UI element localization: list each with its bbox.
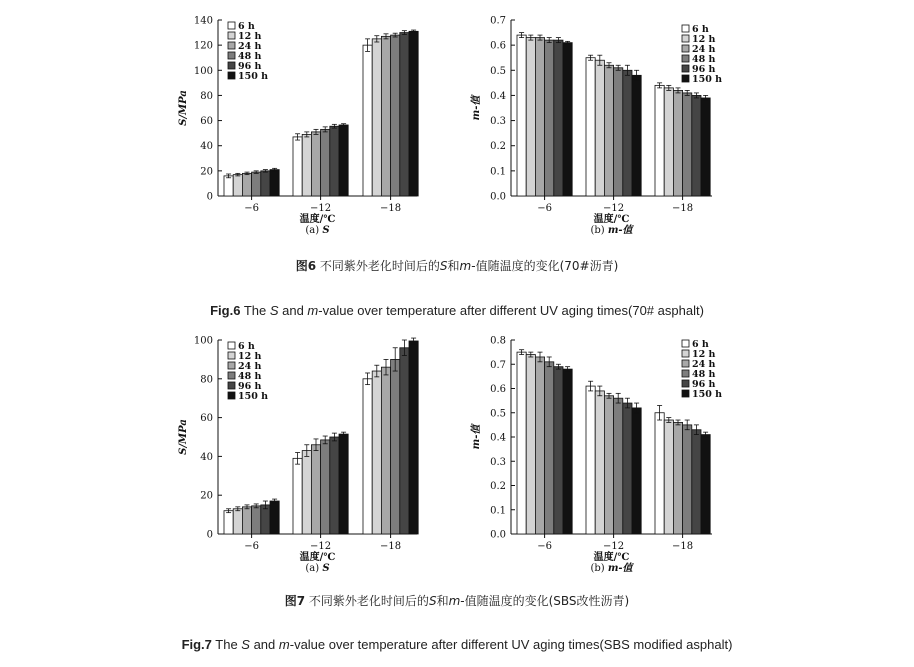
- fig7b-bar: [595, 391, 604, 534]
- fig7a-bar: [224, 511, 233, 534]
- fig7a-x-tick-label: −6: [244, 541, 259, 552]
- fig6a-legend-label: 96 h: [238, 61, 262, 72]
- fig6b-legend-swatch: [682, 45, 689, 52]
- fig6a-y-tick-label: 80: [200, 90, 213, 102]
- fig6a-bar: [302, 134, 311, 196]
- fig6a-y-tick-label: 0: [206, 191, 213, 203]
- fig7b-bar: [563, 369, 572, 534]
- fig6a-legend-swatch: [228, 52, 235, 59]
- fig6b-legend-swatch: [682, 35, 689, 42]
- fig7b-y-tick-label: 0.6: [490, 384, 506, 395]
- fig7b-sublabel: (b) m-值: [590, 563, 633, 574]
- fig7a-legend-swatch: [228, 372, 235, 379]
- fig7b-legend-label: 96 h: [692, 379, 716, 390]
- fig6b-legend-swatch: [682, 55, 689, 62]
- fig6b-bar: [623, 70, 632, 196]
- fig6b-bar: [692, 95, 701, 196]
- fig6a-legend-label: 12 h: [238, 31, 262, 42]
- fig6a-y-tick-label: 40: [200, 141, 213, 153]
- fig7a-x-label: 温度/℃: [299, 552, 336, 563]
- fig7-caption-cn: 图7 不同紫外老化时间后的S和m-值随温度的变化(SBS改性沥青): [284, 594, 630, 608]
- fig6a-bar: [321, 129, 330, 196]
- fig6a-legend-label: 150 h: [238, 71, 269, 82]
- fig7b-bar: [655, 413, 664, 534]
- fig6a-legend-label: 6 h: [238, 21, 255, 32]
- fig7a-bar: [311, 445, 320, 534]
- fig6b-bar: [595, 60, 604, 196]
- fig6a-bar: [372, 39, 381, 196]
- fig6b-legend-label: 24 h: [692, 44, 716, 55]
- fig7b-bar: [632, 408, 641, 534]
- fig7b-bar: [614, 398, 623, 534]
- fig7b-bar: [604, 396, 613, 534]
- fig6a-legend-swatch: [228, 62, 235, 69]
- fig6b-y-tick-label: 0.6: [490, 40, 506, 52]
- fig7a-y-tick-label: 0: [206, 529, 213, 541]
- fig7a-y-tick-label: 40: [200, 451, 213, 463]
- fig7a-bar: [381, 367, 390, 534]
- fig6b-x-tick-label: −6: [537, 203, 552, 214]
- fig7a-legend-label: 24 h: [238, 361, 262, 372]
- fig7a-bar: [400, 348, 409, 534]
- fig6b-bar: [664, 88, 673, 196]
- fig7a-bar: [330, 437, 339, 534]
- fig7a-bar: [339, 434, 348, 534]
- fig7b-y-tick-label: 0.2: [490, 481, 506, 492]
- fig6b-legend-swatch: [682, 75, 689, 82]
- fig7b-bar: [701, 435, 710, 534]
- fig6b-y-tick-label: 0.3: [490, 116, 506, 128]
- fig6b-sublabel: (b) m-值: [590, 225, 633, 236]
- fig7a-legend-label: 48 h: [238, 371, 262, 382]
- fig6b-bar: [526, 38, 535, 196]
- fig6a-bar: [252, 172, 261, 196]
- fig7a-bar: [261, 505, 270, 534]
- fig7a-legend-label: 150 h: [238, 391, 269, 402]
- fig7a-y-tick-label: 80: [200, 374, 213, 386]
- fig7b-legend-swatch: [682, 360, 689, 367]
- fig7a-legend-swatch: [228, 392, 235, 399]
- fig6a-bar: [409, 31, 418, 196]
- fig6a-bar: [363, 45, 372, 196]
- fig7b-y-tick-label: 0.3: [490, 456, 506, 468]
- fig6a-y-tick-label: 120: [193, 40, 213, 52]
- fig6b-x-tick-label: −18: [672, 203, 694, 214]
- fig6a-bar: [242, 173, 251, 196]
- fig7b-y-tick-label: 0.7: [490, 359, 506, 371]
- fig7a-bar: [270, 501, 279, 534]
- fig6b-bar: [554, 40, 563, 196]
- fig7b-bar: [692, 430, 701, 534]
- fig7b-legend-swatch: [682, 390, 689, 397]
- fig7b-bar: [664, 420, 673, 534]
- fig7b-legend-swatch: [682, 350, 689, 357]
- fig6a-x-tick-label: −12: [310, 203, 332, 214]
- fig6a-x-label: 温度/℃: [299, 214, 336, 225]
- fig6-caption-cn: 图6 不同紫外老化时间后的S和m-值随温度的变化(70#沥青): [295, 259, 619, 273]
- fig7b-bar: [535, 357, 544, 534]
- fig6b-legend-label: 12 h: [692, 34, 716, 45]
- fig6b-legend-swatch: [682, 65, 689, 72]
- fig7b-bar: [517, 352, 526, 534]
- fig7a-legend-label: 96 h: [238, 381, 262, 392]
- fig6a-y-label: S/MPa: [178, 90, 189, 126]
- fig6-caption-en: Fig.6 The S and m-value over temperature after different UV aging times(70# asphalt): [210, 303, 704, 318]
- fig7a-bar: [293, 458, 302, 534]
- fig6a-x-tick-label: −6: [244, 203, 259, 214]
- fig7a-y-tick-label: 100: [193, 335, 213, 347]
- fig7-caption-en: Fig.7 The S and m-value over temperature after different UV aging times(SBS modified asphalt): [181, 637, 733, 652]
- fig7b-bar: [586, 386, 595, 534]
- fig6b-bar: [683, 93, 692, 196]
- fig7a-y-tick-label: 20: [200, 490, 213, 502]
- fig6b-bar: [632, 75, 641, 196]
- fig6a-bar: [233, 175, 242, 196]
- fig6a-bar: [381, 36, 390, 196]
- fig7a-x-tick-label: −18: [380, 541, 402, 552]
- fig7a-bar: [372, 371, 381, 534]
- fig6b-y-tick-label: 0.4: [490, 90, 506, 102]
- fig7b-legend-label: 6 h: [692, 339, 709, 350]
- fig6a-bar: [330, 126, 339, 196]
- fig7a-sublabel: (a) S: [305, 563, 330, 574]
- fig6b-y-tick-label: 0.1: [490, 166, 506, 178]
- fig6b-bar: [673, 90, 682, 196]
- fig6b-legend-label: 48 h: [692, 54, 716, 65]
- fig6b-bar: [701, 98, 710, 196]
- fig7b-x-tick-label: −18: [672, 541, 694, 552]
- fig7b-bar: [545, 362, 554, 534]
- fig6a-y-tick-label: 100: [193, 65, 213, 77]
- fig7a-bar: [233, 509, 242, 534]
- fig7a-legend-label: 12 h: [238, 351, 262, 362]
- fig6b-legend-label: 6 h: [692, 24, 709, 35]
- fig7a-bar: [391, 359, 400, 534]
- fig7a-bar: [321, 440, 330, 534]
- fig7a-bar: [363, 379, 372, 534]
- fig7b-legend-swatch: [682, 340, 689, 347]
- fig7b-x-label: 温度/℃: [593, 552, 630, 563]
- fig7a-legend-swatch: [228, 342, 235, 349]
- fig7b-x-tick-label: −12: [603, 541, 625, 552]
- fig6a-sublabel: (a) S: [305, 225, 330, 236]
- fig7b-legend-label: 150 h: [692, 389, 723, 400]
- fig6b-y-tick-label: 0.0: [490, 191, 506, 203]
- fig6a-x-tick-label: −18: [380, 203, 402, 214]
- fig7b-y-tick-label: 0.5: [490, 408, 506, 420]
- fig7b-legend-label: 24 h: [692, 359, 716, 370]
- fig6b-bar: [604, 65, 613, 196]
- fig6a-bar: [270, 170, 279, 196]
- fig7b-y-tick-label: 0.4: [490, 432, 506, 444]
- fig6b-x-label: 温度/℃: [593, 214, 630, 225]
- fig6b-bar: [563, 43, 572, 196]
- fig7b-bar: [526, 355, 535, 534]
- fig6a-y-tick-label: 140: [193, 15, 213, 27]
- fig6b-bar: [535, 38, 544, 196]
- fig6a-bar: [400, 33, 409, 196]
- fig7b-x-tick-label: −6: [537, 541, 552, 552]
- fig6a-bar: [339, 125, 348, 196]
- fig6b-legend-swatch: [682, 25, 689, 32]
- fig7b-y-tick-label: 0.8: [490, 335, 506, 347]
- fig6a-bar: [311, 132, 320, 196]
- fig7b-bar: [554, 367, 563, 534]
- fig6b-legend-label: 96 h: [692, 64, 716, 75]
- fig7a-legend-swatch: [228, 382, 235, 389]
- fig6a-legend-label: 48 h: [238, 51, 262, 62]
- fig6b-y-tick-label: 0.5: [490, 65, 506, 77]
- fig6a-y-tick-label: 60: [200, 116, 213, 128]
- fig6a-legend-swatch: [228, 32, 235, 39]
- fig7a-y-label: S/MPa: [178, 419, 189, 455]
- fig7a-y-tick-label: 60: [200, 413, 213, 425]
- fig6a-bar: [293, 137, 302, 196]
- fig7a-x-tick-label: −12: [310, 541, 332, 552]
- fig7b-legend-label: 48 h: [692, 369, 716, 380]
- fig6a-legend-swatch: [228, 42, 235, 49]
- fig6b-bar: [586, 58, 595, 196]
- fig7a-legend-swatch: [228, 352, 235, 359]
- fig6b-y-tick-label: 0.2: [490, 141, 506, 153]
- fig6b-bar: [545, 40, 554, 196]
- fig7b-y-tick-label: 0.0: [490, 529, 506, 541]
- fig7a-bar: [409, 341, 418, 534]
- fig7b-bar: [683, 425, 692, 534]
- fig7b-y-label: m-值: [471, 424, 482, 450]
- fig7a-bar: [252, 506, 261, 534]
- fig6b-bar: [614, 68, 623, 196]
- fig7a-bar: [302, 451, 311, 534]
- fig7b-legend-swatch: [682, 370, 689, 377]
- fig6b-y-label: m-值: [471, 95, 482, 121]
- fig7a-legend-label: 6 h: [238, 341, 255, 352]
- fig6a-bar: [261, 171, 270, 196]
- fig6b-bar: [655, 85, 664, 196]
- fig6a-legend-swatch: [228, 22, 235, 29]
- fig7b-bar: [623, 403, 632, 534]
- fig7a-bar: [242, 507, 251, 534]
- fig6b-bar: [517, 35, 526, 196]
- fig6b-y-tick-label: 0.7: [490, 15, 506, 27]
- fig7b-bar: [673, 422, 682, 534]
- fig6a-bar: [224, 176, 233, 196]
- fig6a-legend-label: 24 h: [238, 41, 262, 52]
- fig6a-y-tick-label: 20: [200, 166, 213, 178]
- fig6a-legend-swatch: [228, 72, 235, 79]
- fig6b-legend-label: 150 h: [692, 74, 723, 85]
- fig7b-legend-label: 12 h: [692, 349, 716, 360]
- fig6b-x-tick-label: −12: [603, 203, 625, 214]
- fig7b-legend-swatch: [682, 380, 689, 387]
- fig7b-y-tick-label: 0.1: [490, 505, 506, 517]
- fig6a-bar: [391, 35, 400, 196]
- fig7a-legend-swatch: [228, 362, 235, 369]
